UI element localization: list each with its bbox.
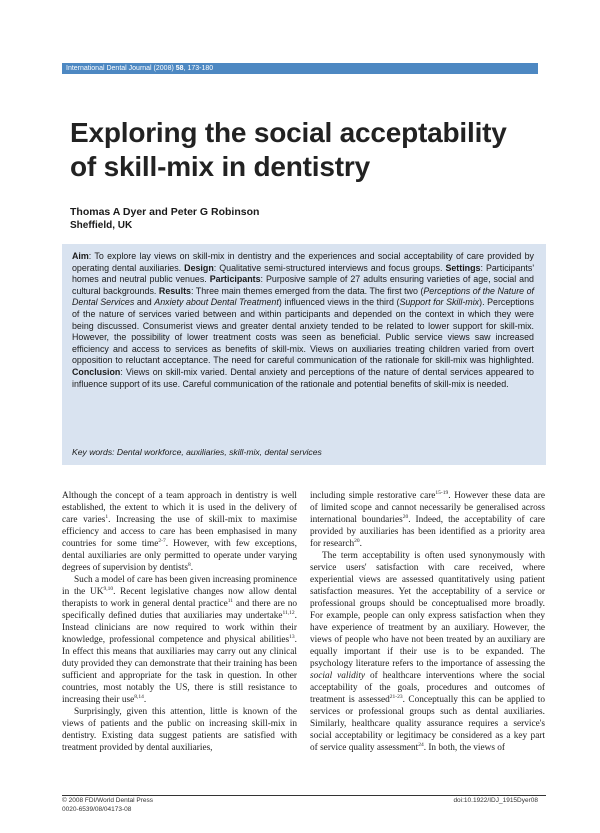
results-text: : Three main themes emerged from the data. The first two ( [190,285,424,296]
results-label: Results [158,285,191,296]
citation: 15-19 [435,489,449,496]
paragraph: including simple restorative care$^{15-19}$. However these data are of limited scope and cannot necessarily be generalised across international boundaries$^{20}$. Indeed, the acceptability of care provided by auxiliaries has been identified as a priority area for research$^{20}$. [310,489,545,549]
body-column-right [310,490,545,754]
results-and: and [134,297,155,308]
participants-label: Participants [209,274,261,285]
article-title: Exploring the social acceptability of skill-mix in dentistry [70,117,507,182]
doi: doi:10.1922/IDJ_1915Dyer08 [453,797,538,804]
authors: Thomas A Dyer and Peter G Robinson [70,206,260,218]
citation: 13 [289,633,295,640]
results-theme-2: Anxiety about Dental Treatment [154,297,279,308]
design-label: Design [184,262,214,273]
citation: 8 [188,561,191,568]
paragraph: Surprisingly, given this attention, little is known of the views of patients and the public on increasing skill-mix in dentistry. Existing data suggest patients are satisfied with treatment provided by dental auxiliaries, [62,707,297,753]
journal-name: International Dental Journal (2008) [66,65,174,72]
emphasis: social validity [310,671,366,681]
design-text: : Qualitative semi-structured interviews and focus groups. [213,262,446,273]
results-text-b: ) influenced views in the third ( [278,297,400,308]
copyright: © 2008 FDI/World Dental Press [62,797,154,804]
settings-text: : Participants' homes and neutral public venues. [72,262,535,285]
conclusion-label: Conclusion [72,366,121,377]
citation: 9,10 [103,585,114,592]
results-text-c: ). Perceptions of the nature of services varied between and within participants and depended on the context in which they were being discussed. Consumerist views and greater dental anxiety tended to be related to lower support for skill-mix. However, the possibility of lower treatment costs was seen as beneficial. Public service views saw increased efficiency and access to services as benefits of skill-mix. Views on auxiliaries treating children varied from overt opposition to reluctant acceptance. The need for careful communication of the rationale for skill-mix was highlighted. [72,297,534,366]
citation: 1 [105,513,109,520]
citation: 21-23 [389,693,403,700]
conclusion-text: : Views on skill-mix varied. Dental anxiety and perceptions of the nature of dental services appeared to influence support of its use. Careful communication of the rationale and potential benefits of skill-mix is needed. [72,366,534,389]
citation: 20 [402,513,409,520]
journal-volume: 58 [175,65,184,72]
body-column-left [62,490,297,754]
affiliation: Sheffield, UK [70,220,133,231]
results-theme-3: Support for Skill-mix [399,297,480,308]
citation: 20 [354,537,360,544]
participants-text: : Purposive sample of 27 adults ensuring varieties of age, social and cultural backgrounds. [72,274,534,296]
journal-pages: 173-180 [187,65,214,72]
keywords: Key words: Dental workforce, auxiliaries, skill-mix, dental services [72,447,322,457]
journal-header-bar: International Dental Journal (2008) 58, 173-180 [62,63,538,74]
citation: 2-7 [158,537,166,544]
footer-left [62,797,153,814]
citation: 24 [418,741,424,748]
results-theme-1: Perceptions of the Nature of Dental Services [72,285,535,308]
paragraph: The term acceptability is often used synonymously with service users' satisfaction with care received, where experiential views are assessed quantitatively using patient satisfaction measures. Yet the acceptability of a service or professional groups should be conceptualised more broadly. For example, people can only express satisfaction when they have experience of treatment by an auxiliary. However, the views of people who have not been treated by an auxiliary are equally important if their use is to be expanded. The psychology literature refers to the importance of assessing the social validity of healthcare interventions where the social acceptability of the goals, procedures and outcomes of treatment is assessed$^{21-23}$. Conceptually this can be applied to services or professional groups such as dental auxiliaries. Similarly, healthcare quality assurance requires a service's social acceptability or legitimacy be considered as a key part of service quality assessment$^{24}$. In both, the views of [310,551,546,753]
citation: 11 [227,597,233,604]
paragraph: Although the concept of a team approach in dentistry is well established, the extent to which it is used in the delivery of care varies$^1$. Increasing the use of skill-mix to maximise efficiency and access to care has been emphasised in many countries for some time$^{2-7}$. However, with few exceptions, dental auxiliaries are only permitted to operate under varying degrees of supervision by dentists$^8$. [62,491,297,573]
footer-rule [62,795,546,796]
abstract [72,251,534,390]
issn: 0020-6539/08/04173-08 [62,805,132,813]
aim-label: Aim [72,251,89,261]
settings-label: Settings [445,262,481,273]
paragraph: Such a model of care has been given increasing prominence in the UK$^{9,10}$. Recent legislative changes now allow dental therapists to work in general dental practice$^{11}$ and there are no specifically defined duties that auxiliaries may undertake$^{11,12}$. Instead clinicians are now required to work within their knowledge, professional competence and physical abilities$^{13}$. In effect this means that auxiliaries may carry out any clinical duty provided they can demonstrate that their training has been sufficient and appropriate for the task in question. In other countries, most notably the US, there is still resistance to increasing their use$^{8,14}$. [62,575,297,705]
citation: 8,14 [134,693,144,700]
citation: 11,12 [282,609,295,616]
aim-text: : To explore lay views on skill-mix in dentistry and the experiences and social acceptability of care provided by operating dental auxiliaries. [72,251,534,273]
